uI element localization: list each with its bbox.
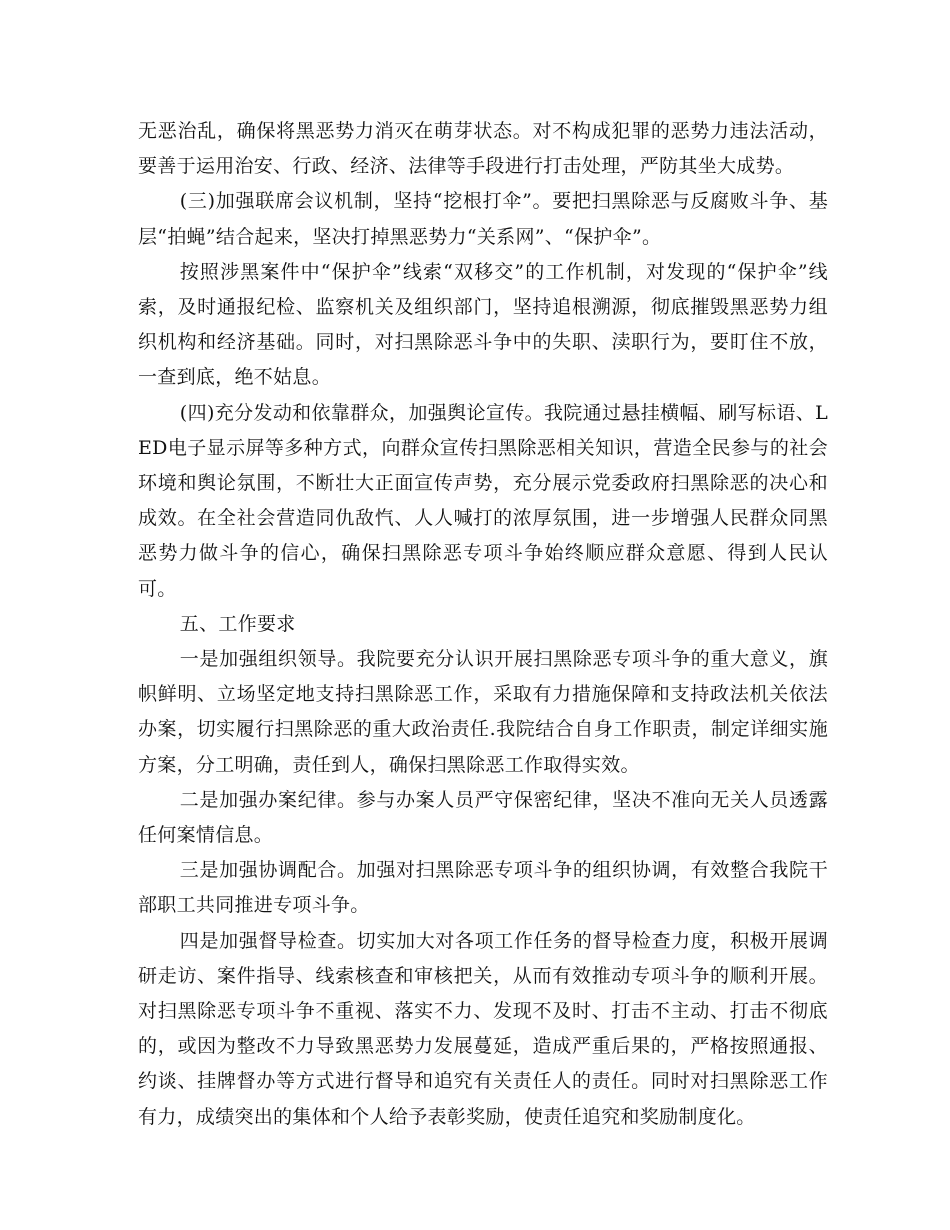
paragraph-requirement-four: 四是加强督导检查。切实加大对各项工作任务的督导检查力度，积极开展调研走访、案件指导、线索核查和审核把关，从而有效推动专项斗争的顺利开展。对扫黑除恶专项斗争不重视、落实不力、发现不及时、打击不主动、打击不彻底的，或因为整改不力导致黑恶势力发展蔓延，造成严重后果的，严格按照通报、约谈、挂牌督办等方式进行督导和追究有关责任人的责任。同时对扫黑除恶工作有力，成绩突出的集体和个人给予表彰奖励，使责任追究和奖励制度化。 <box>138 929 828 1128</box>
paragraph-continuation: 无恶治乱，确保将黑恶势力消灭在萌芽状态。对不构成犯罪的恶势力违法活动，要善于运用治安、行政、经济、法律等手段进行打击处理，严防其坐大成势。 <box>138 120 828 178</box>
paragraph-requirement-one: 一是加强组织领导。我院要充分认识开展扫黑除恶专项斗争的重大意义，旗帜鲜明、立场坚定地支持扫黑除恶工作，采取有力措施保障和支持政法机关依法办案，切实履行扫黑除恶的重大政治责任.我院结合自身工作职责，制定详细实施方案，分工明确，责任到人，确保扫黑除恶工作取得实效。 <box>138 648 828 776</box>
paragraph-section-four: (四)充分发动和依靠群众，加强舆论宣传。我院通过悬挂横幅、刷写标语、LED电子显示屏等多种方式，向群众宣传扫黑除恶相关知识，营造全民参与的社会环境和舆论氛围，不断壮大正面宣传声势，充分展示党委政府扫黑除恶的决心和成效。在全社会营造同仇敌忾、人人喊打的浓厚氛围，进一步增强人民群众同黑恶势力做斗争的信心，确保扫黑除恶专项斗争始终顺应群众意愿、得到人民认可。 <box>138 401 828 600</box>
document-body <box>138 114 828 1135</box>
paragraph-protection-umbrella: 按照涉黑案件中“保护伞”线索“双移交”的工作机制，对发现的“保护伞”线索，及时通报纪检、监察机关及组织部门，坚持追根溯源，彻底摧毁黑恶势力组织机构和经济基础。同时，对扫黑除恶斗争中的失职、渎职行为，要盯住不放，一查到底，绝不姑息。 <box>138 260 828 389</box>
paragraph-requirement-two: 二是加强办案纪律。参与办案人员严守保密纪律，坚决不准向无关人员透露任何案情信息。 <box>138 788 828 847</box>
section-heading-work-requirements: 五、工作要求 <box>179 612 296 635</box>
paragraph-section-three: (三)加强联席会议机制，坚持“挖根打伞”。要把扫黑除恶与反腐败斗争、基层“拍蝇”结合起来，坚决打掉黑恶势力“关系网”、“保护伞”。 <box>138 190 828 248</box>
paragraph-requirement-three: 三是加强协调配合。加强对扫黑除恶专项斗争的组织协调，有效整合我院干部职工共同推进专项斗争。 <box>138 859 828 917</box>
